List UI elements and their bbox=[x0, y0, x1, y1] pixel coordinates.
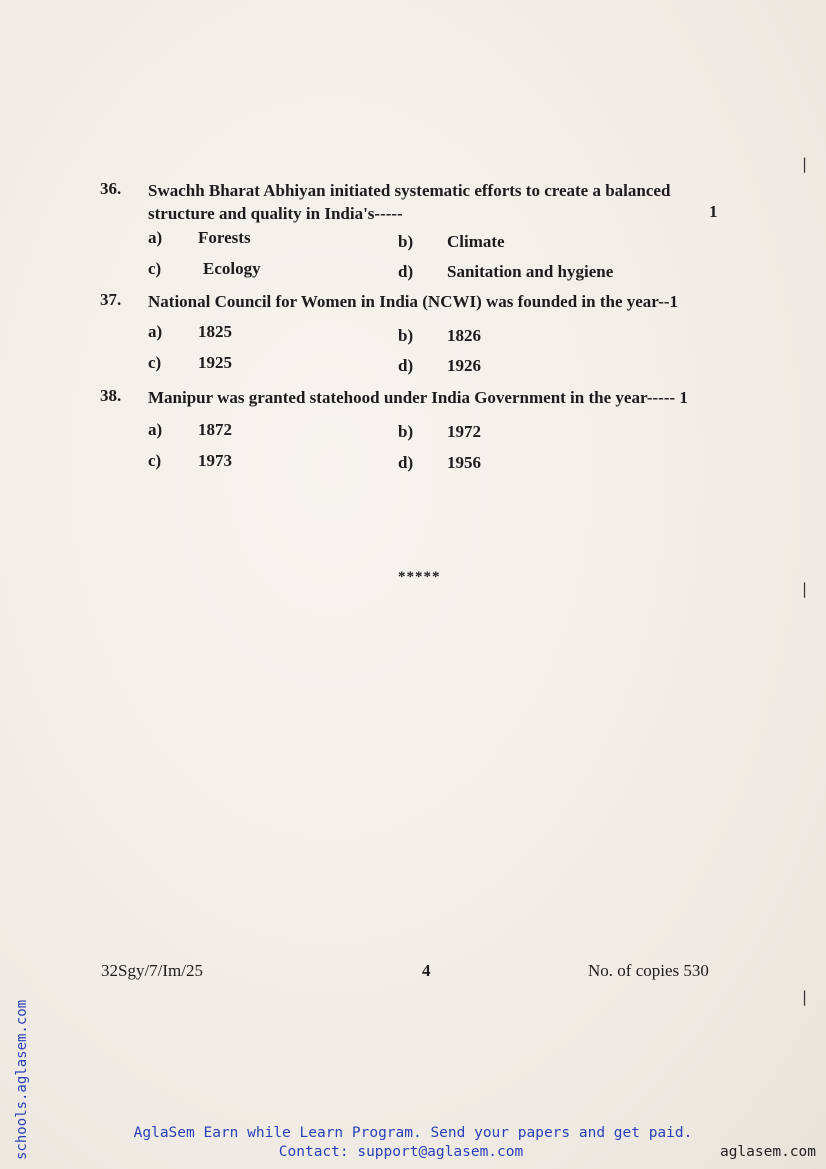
paper-code: 32Sgy/7/Im/25 bbox=[101, 961, 204, 980]
margin-tick-mark: | bbox=[802, 155, 808, 173]
option-text: 1872 bbox=[198, 420, 232, 439]
option-text: 1826 bbox=[447, 326, 481, 345]
option-text: 1925 bbox=[198, 353, 232, 372]
option-label: b) bbox=[398, 326, 414, 345]
option-text: 1973 bbox=[198, 451, 232, 470]
option-label: d) bbox=[398, 262, 414, 281]
question-text: Swachh Bharat Abhiyan initiated systematic efforts to create a balanced structure and quality in India's----- bbox=[148, 181, 671, 223]
option-label: c) bbox=[148, 451, 162, 470]
option-text: 1972 bbox=[447, 422, 481, 441]
question-marks: 1 bbox=[709, 202, 718, 221]
option-text: 1956 bbox=[447, 453, 481, 472]
page-number: 4 bbox=[422, 961, 431, 980]
option-label: c) bbox=[148, 259, 162, 278]
question-number: 38. bbox=[100, 386, 122, 405]
option-text: Ecology bbox=[203, 259, 261, 278]
copies-count: No. of copies 530 bbox=[588, 961, 709, 980]
watermark-contact-line[interactable]: Contact: support@aglasem.com bbox=[278, 1144, 524, 1160]
watermark-banner-line1: AglaSem Earn while Learn Program. Send your papers and get paid. bbox=[133, 1125, 693, 1141]
option-label: a) bbox=[148, 420, 163, 439]
question-number: 37. bbox=[100, 290, 122, 309]
question-number: 36. bbox=[100, 179, 122, 198]
option-label: b) bbox=[398, 232, 414, 251]
option-text: Climate bbox=[447, 232, 505, 251]
option-label: d) bbox=[398, 453, 414, 472]
question-text: National Council for Women in India (NCWI) was founded in the year--1 bbox=[148, 292, 679, 311]
margin-tick-mark: | bbox=[802, 988, 808, 1006]
option-label: a) bbox=[148, 322, 163, 341]
option-label: a) bbox=[148, 228, 163, 247]
end-of-paper-marker: ***** bbox=[398, 569, 441, 585]
option-text: 1926 bbox=[447, 356, 481, 375]
watermark-brand[interactable]: aglasem.com bbox=[719, 1144, 816, 1160]
margin-tick-mark: | bbox=[802, 580, 808, 598]
option-text: Forests bbox=[198, 228, 251, 247]
option-text: 1825 bbox=[198, 322, 232, 341]
question-text: Manipur was granted statehood under India Government in the year----- 1 bbox=[148, 388, 688, 407]
option-label: c) bbox=[148, 353, 162, 372]
option-text: Sanitation and hygiene bbox=[447, 262, 614, 281]
side-watermark-url[interactable]: schools.aglasem.com bbox=[14, 999, 30, 1160]
option-label: d) bbox=[398, 356, 414, 375]
option-label: b) bbox=[398, 422, 414, 441]
